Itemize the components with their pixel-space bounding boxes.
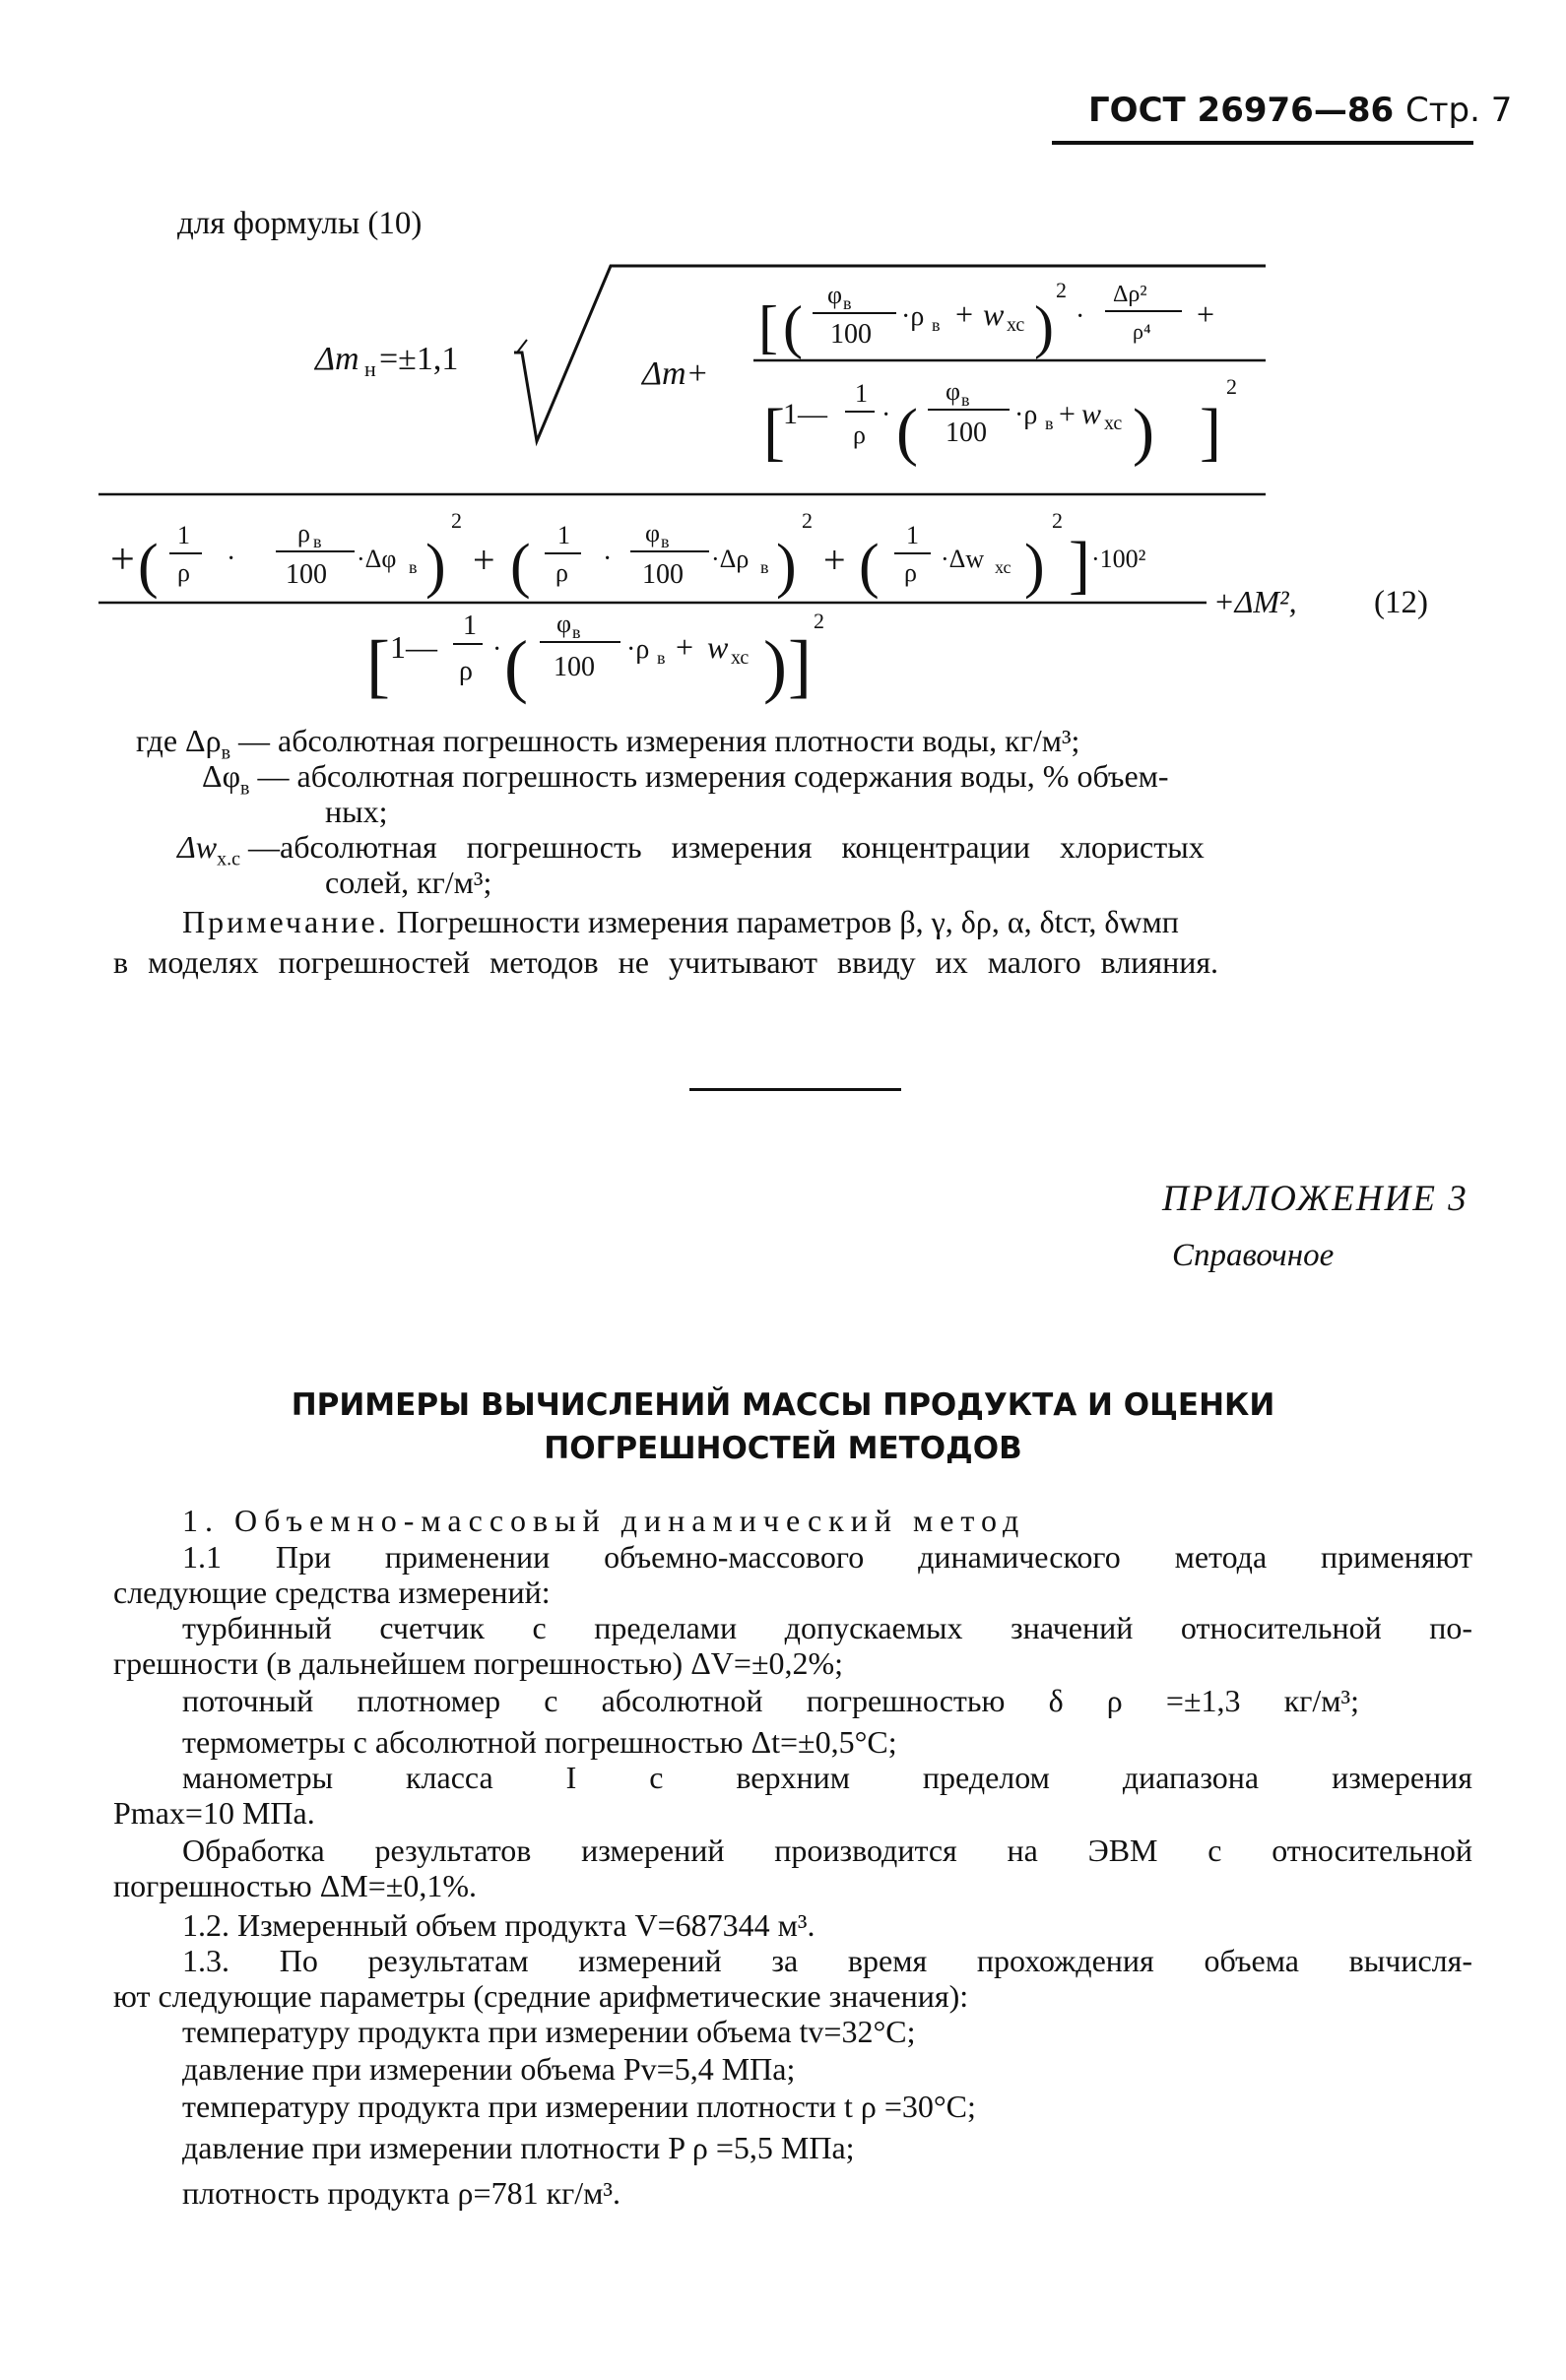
page-number: Стр. 7 [1405, 91, 1513, 130]
def1-text: — абсолютная погрешность измерения плотности воды, кг/м³; [238, 723, 1080, 758]
den2-exp: 2 [814, 609, 824, 633]
row2-t1-dphi-sub: в [409, 557, 418, 577]
para-turbine-b: грешности (в дальнейшем погрешностью) ΔV=±0,2%; [113, 1645, 844, 1681]
den2-w-sub: хс [731, 647, 750, 669]
para-processing-a: Обработка результатов измерений производится на ЭВМ с относительной [182, 1833, 1472, 1868]
para-thermometers: термометры с абсолютной погрешностью Δt=±0,5°C; [182, 1724, 897, 1760]
den2-phi-sub: в [572, 622, 581, 642]
def3-symbol: $\Delta w_{х.с}$ [177, 829, 241, 870]
para-manometers-b: Pmax=10 МПа. [113, 1795, 315, 1831]
den2-one: 1— [390, 629, 437, 665]
para-1-3-a: 1.3. По результатам измерений за время прохождения объема вычисля- [182, 1943, 1472, 1978]
formula-12 [0, 236, 1566, 719]
rhs-delta-m2: +ΔM², [1213, 584, 1297, 619]
den2-bracket-left: [ [366, 626, 390, 705]
den2-paren-right: ) [763, 626, 787, 705]
row2-plus-3: + [823, 538, 846, 582]
para-pressure-density: давление при измерении плотности P ρ =5,5 МПа; [182, 2130, 855, 2165]
den2-bracket-right: ] [788, 626, 812, 705]
den1-phi-sub: в [961, 390, 970, 410]
where-label: где [136, 723, 178, 758]
note-text-1: Погрешности измерения параметров β, γ, δρ, α, δtст, δwмп [396, 904, 1179, 939]
term-delta-m: Δm+ [642, 355, 709, 392]
note-line-1 [182, 903, 1179, 940]
formula-intro: для формулы (10) [177, 206, 423, 241]
row2-t2-drho: ·Δρ [711, 545, 750, 573]
den1-w: w [1081, 398, 1102, 430]
row2-t2-rho: ρ [555, 558, 568, 587]
row2-paren-right-1: ) [425, 533, 446, 600]
paren-left-1: ( [783, 294, 803, 359]
row2-paren-right-2: ) [776, 533, 797, 600]
para-densimeter: поточный плотномер с абсолютной погрешностью δ ρ =±1,3 кг/м³; [182, 1683, 1359, 1718]
formula-number: (12) [1374, 585, 1428, 620]
row2-t2-drho-sub: в [760, 557, 769, 577]
para-temp-volume: температуру продукта при измерении объема tv=32°C; [182, 2014, 916, 2049]
para-processing-b: погрешностью ΔM=±0,1%. [113, 1868, 477, 1903]
def3-text-a: —абсолютная погрешность измерения концентрации хлористых [248, 829, 1205, 865]
page-header [1088, 91, 1512, 130]
row2-t2-100: 100 [642, 559, 684, 590]
den1-phi: φ [946, 377, 961, 406]
num1-100: 100 [830, 319, 872, 350]
para-1-1-b: следующие средства измерений: [113, 1575, 551, 1610]
den2-rest-sub: в [657, 648, 666, 668]
row2-t1-1: 1 [177, 521, 190, 549]
section-title-line-1: ПРИМЕРЫ ВЫЧИСЛЕНИЙ МАССЫ ПРОДУКТА И ОЦЕНКИ [291, 1387, 1275, 1423]
den1-one: 1— [783, 398, 827, 430]
den2-1: 1 [463, 611, 477, 641]
num1-w-sub: хс [1007, 314, 1025, 336]
para-1-2: 1.2. Измеренный объем продукта V=687344 м³. [182, 1907, 816, 1943]
num1-drho: Δρ² [1113, 282, 1147, 307]
num1-phi-sub: в [843, 293, 852, 313]
row2-t1-100: 100 [286, 559, 327, 590]
row2-exp-2: 2 [802, 508, 813, 533]
appendix-title: ПРИЛОЖЕНИЕ 3 [1162, 1179, 1468, 1219]
den1-rest: ·ρ [1014, 400, 1038, 430]
num1-rho4: ρ⁴ [1133, 319, 1151, 344]
row2-t1-rho: ρ [177, 558, 190, 587]
section-title-line-2: ПОГРЕШНОСТЕЙ МЕТОДОВ [544, 1431, 1022, 1466]
row2-t1-dphi: ·Δφ [357, 545, 397, 573]
section-separator [689, 1088, 901, 1091]
row2-exp-1: 2 [451, 508, 462, 533]
lhs-delta-m: Δm [315, 341, 359, 377]
den2-paren-left: ( [504, 626, 528, 705]
para-manometers-a: манометры класса I с верхним пределом диапазона измерения [182, 1760, 1472, 1795]
definition-phi-cont: ных; [325, 794, 388, 829]
row2-t1-rhob: ρ [297, 519, 310, 547]
para-density: плотность продукта ρ=781 кг/м³. [182, 2175, 620, 2211]
row2-exp-3: 2 [1052, 508, 1063, 533]
row2-t3-dw: ·Δw [941, 545, 985, 573]
row2-plus: + [110, 535, 135, 583]
row2-t2-phi: φ [645, 519, 661, 547]
def2-text-a: — абсолютная погрешность измерения содержания воды, % объем- [257, 758, 1169, 794]
den1-bracket-right: ] [1200, 396, 1221, 468]
row2-t1-dot: · [227, 544, 236, 574]
den1-plus: + [1059, 398, 1076, 430]
den2-100: 100 [554, 652, 595, 682]
note-label: Примечание. [182, 904, 389, 939]
para-temp-density: температуру продукта при измерении плотности t ρ =30°C; [182, 2089, 976, 2124]
gost-number: ГОСТ 26976—86 [1088, 91, 1395, 130]
num1-phi: φ [827, 281, 843, 309]
row2-t1-rhob-sub: в [313, 532, 322, 551]
row2-t3-rho: ρ [904, 558, 917, 587]
num1-dot: · [1076, 301, 1085, 332]
row2-t3-dw-sub: хс [995, 557, 1011, 577]
den1-paren-right: ) [1133, 396, 1154, 468]
num1-rho: ·ρ [901, 301, 925, 332]
den1-dot: · [881, 400, 891, 430]
den1-w-sub: хс [1104, 413, 1123, 434]
den2-plus: + [676, 629, 694, 665]
bracket-left-1: [ [758, 294, 778, 359]
para-turbine-a: турбинный счетчик с пределами допускаемых значений относительной по- [182, 1610, 1472, 1645]
para-pressure-volume: давление при измерении объема Pv=5,4 МПа; [182, 2051, 796, 2087]
header-rule [1052, 141, 1473, 145]
den2-phi: φ [556, 610, 572, 638]
num1-rho-sub: в [932, 315, 941, 335]
row2-tail: ·100² [1091, 545, 1146, 573]
den1-100: 100 [946, 418, 987, 448]
para-1-3-b: ют следующие параметры (средние арифметические значения): [113, 1978, 969, 2014]
row2-paren-left-2: ( [510, 533, 531, 600]
den2-dot: · [492, 634, 502, 665]
den1-paren-left: ( [896, 396, 918, 468]
den1-exp: 2 [1226, 374, 1237, 399]
row2-paren-right-3: ) [1024, 533, 1045, 600]
row2-t2-phi-sub: в [661, 532, 670, 551]
den2-rho: ρ [459, 656, 473, 686]
method-heading: 1. Объемно-массовый динамический метод [182, 1503, 1026, 1538]
num1-plus: + [955, 296, 974, 332]
den2-rest: ·ρ [626, 634, 650, 665]
coefficient: =±1,1 [379, 341, 459, 377]
row2-plus-2: + [473, 538, 495, 582]
num1-w: w [983, 296, 1005, 332]
def1-symbol: $\Delta\rho_в$ [185, 723, 231, 764]
row2-bracket-right: ] [1069, 529, 1090, 601]
note-line-2: в моделях погрешностей методов не учитывают ввиду их малого влияния. [113, 944, 1219, 980]
lhs-sub: н [364, 356, 376, 381]
row2-paren-left-3: ( [859, 533, 880, 600]
num1-tail: + [1197, 296, 1215, 332]
appendix-subtitle: Справочное [1172, 1238, 1335, 1273]
den1-rest-sub: в [1045, 414, 1054, 433]
def2-symbol: $\Delta\varphi_в$ [202, 758, 250, 800]
para-1-1-a: 1.1 При применении объемно-массового динамического метода применяют [182, 1539, 1472, 1575]
den2-w: w [707, 629, 729, 665]
definition-w-cont: солей, кг/м³; [325, 865, 492, 900]
row2-t2-1: 1 [557, 521, 570, 549]
definition-phi [202, 757, 1472, 806]
row2-t2-dot: · [603, 544, 613, 574]
row2-paren-left-1: ( [138, 533, 159, 600]
den1-rho: ρ [853, 420, 866, 449]
paren-right-1: ) [1034, 294, 1054, 359]
den1-bracket-left: [ [763, 396, 785, 468]
den1-1: 1 [855, 379, 868, 408]
row2-t3-1: 1 [906, 521, 919, 549]
num1-exp: 2 [1056, 278, 1067, 302]
